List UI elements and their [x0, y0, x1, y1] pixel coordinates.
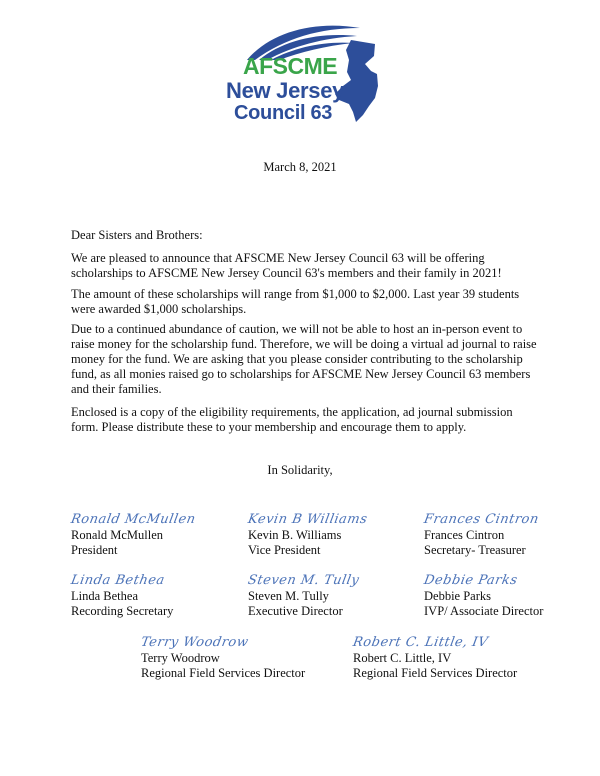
signer-title: Recording Secretary	[71, 604, 174, 618]
signer-name: Linda Bethea	[71, 589, 138, 603]
logo-text-afscme: AFSCME	[243, 53, 338, 79]
signer-title: President	[71, 543, 118, 557]
signature-block-regional-director-2	[353, 634, 517, 681]
handwritten-signature: Linda Bethea	[69, 573, 166, 588]
handwritten-signature: Steven M. Tully	[246, 573, 361, 588]
signer-title: Regional Field Services Director	[141, 666, 306, 680]
letter-greeting: Dear Sisters and Brothers:	[71, 228, 203, 242]
signature-block-vice-president	[248, 511, 367, 558]
handwritten-signature: Ronald McMullen	[69, 512, 197, 527]
signer-title: Executive Director	[248, 604, 343, 618]
signature-block-president	[71, 511, 196, 558]
letter-paragraph: Due to a continued abundance of caution, we will not be able to host an in-person event to raise money for the scholarship fund. Therefore, we will be doing a virtual ad journal to raise money for the fund. We are asking that you please consider contributing to the scholarship fund, as all monies raised go to scholarships for AFSCME New Jersey Council 63 members and their families.	[71, 322, 537, 396]
signature-block-executive-director	[248, 572, 359, 619]
letter-date: March 8, 2021	[263, 160, 337, 174]
handwritten-signature: Frances Cintron	[422, 512, 541, 527]
signature-block-secretary-treasurer	[424, 511, 539, 558]
signer-title: IVP/ Associate Director	[424, 604, 544, 618]
letter-paragraph: We are pleased to announce that AFSCME New Jersey Council 63 will be offering scholarships to AFSCME New Jersey Council 63's members and their family in 2021!	[71, 251, 502, 280]
handwritten-signature: Robert C. Little, IV	[351, 635, 490, 650]
signature-block-recording-secretary	[71, 572, 173, 619]
signer-title: Vice President	[248, 543, 321, 557]
signer-name: Terry Woodrow	[141, 651, 220, 665]
signature-block-regional-director-1	[141, 634, 305, 681]
afscme-logo	[225, 22, 395, 127]
signer-title: Regional Field Services Director	[353, 666, 518, 680]
signer-name: Frances Cintron	[424, 528, 505, 542]
logo-text-new-jersey: New Jersey	[226, 78, 345, 103]
logo-text-council: Council 63	[234, 102, 333, 124]
signer-title: Secretary- Treasurer	[424, 543, 526, 557]
signer-name: Ronald McMullen	[71, 528, 164, 542]
letter-closing: In Solidarity,	[267, 463, 333, 477]
letter-paragraph: Enclosed is a copy of the eligibility requirements, the application, ad journal submission form. Please distribute these to your membership and encourage them to apply.	[71, 405, 513, 434]
handwritten-signature: Kevin B Williams	[246, 512, 369, 527]
handwritten-signature: Debbie Parks	[422, 573, 519, 588]
signer-name: Debbie Parks	[424, 589, 491, 603]
signature-block-associate-director	[424, 572, 543, 619]
letter-paragraph: The amount of these scholarships will range from $1,000 to $2,000. Last year 39 students were awarded $1,000 scholarships.	[71, 287, 520, 316]
handwritten-signature: Terry Woodrow	[139, 635, 250, 650]
signer-name: Steven M. Tully	[248, 589, 329, 603]
signer-name: Kevin B. Williams	[248, 528, 342, 542]
signer-name: Robert C. Little, IV	[353, 651, 452, 665]
